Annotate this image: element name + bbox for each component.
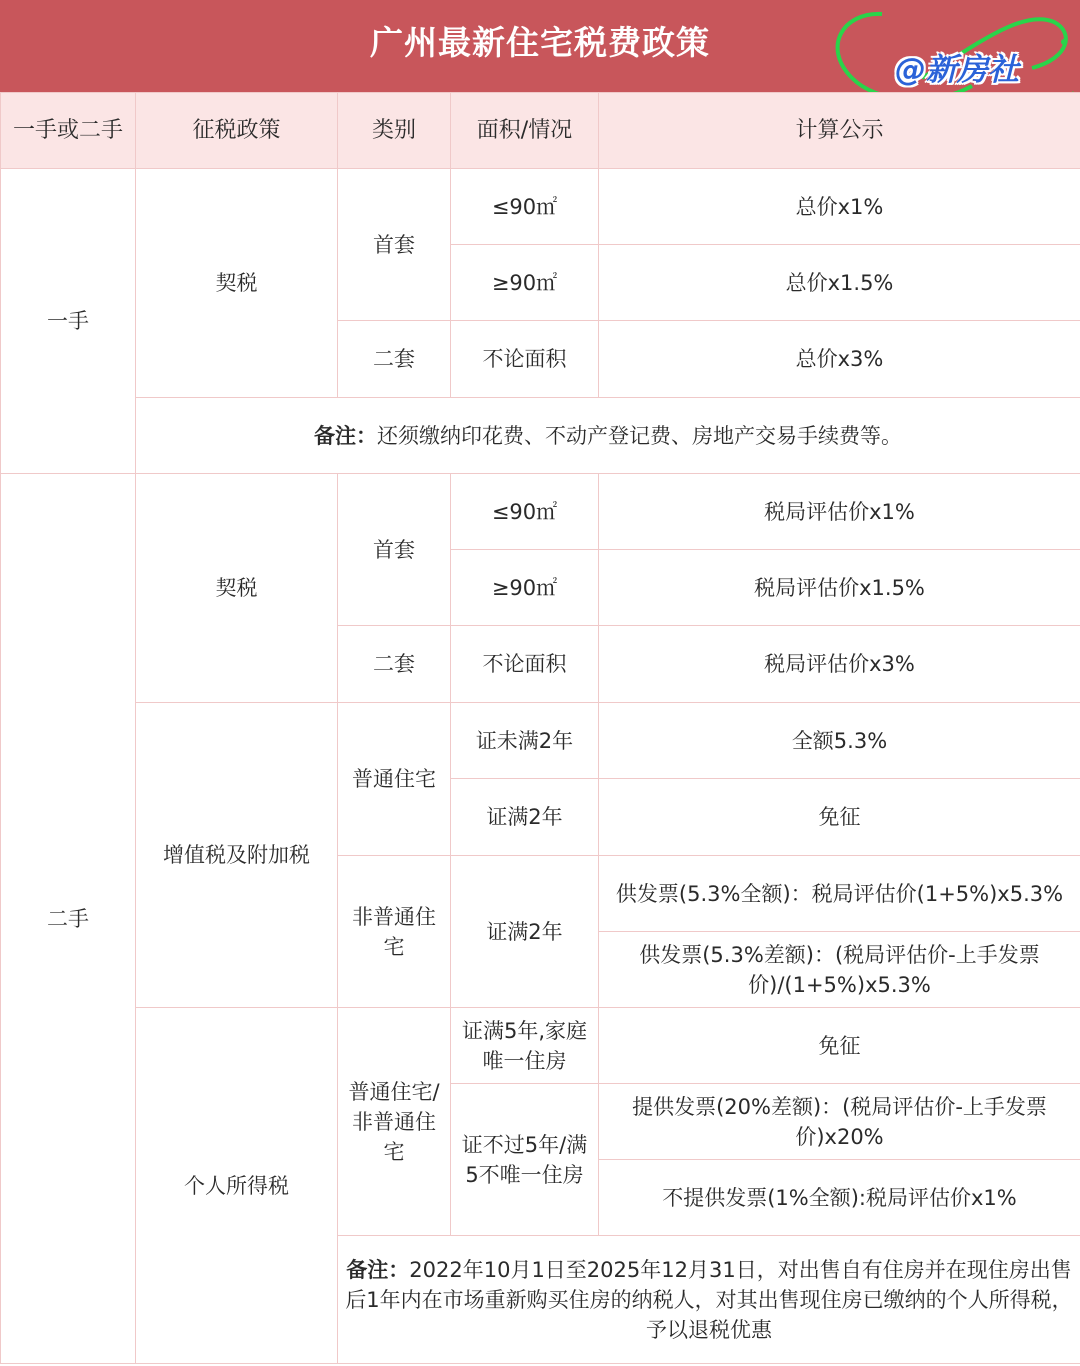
vat-non-ordinary: 非普通住宅	[338, 856, 451, 1008]
note-text: 还须缴纳印花费、不动产登记费、房地产交易手续费等。	[377, 423, 902, 448]
second-hand-label: 二手	[1, 474, 136, 1364]
first-formula-second: 总价x3%	[599, 321, 1080, 398]
second-any-area: 不论面积	[451, 626, 599, 703]
second-first-home: 首套	[338, 474, 451, 626]
first-any-area: 不论面积	[451, 321, 599, 398]
income-under5: 证不过5年/满5不唯一住房	[451, 1084, 599, 1236]
first-formula-ge90: 总价x1.5%	[599, 245, 1080, 321]
first-hand-note	[136, 398, 1080, 474]
vat-ordinary: 普通住宅	[338, 703, 451, 856]
second-hand-note	[338, 1236, 1080, 1364]
table-row	[1, 398, 1080, 474]
first-formula-le90: 总价x1%	[599, 169, 1080, 245]
income-over5-only: 证满5年,家庭唯一住房	[451, 1008, 599, 1084]
vat-formula-under2: 全额5.3%	[599, 703, 1080, 779]
table-row	[1, 169, 1080, 245]
table-row	[1, 474, 1080, 550]
first-hand-label: 一手	[1, 169, 136, 474]
second-deed-tax-label: 契税	[136, 474, 338, 703]
vat-over2: 证满2年	[451, 779, 599, 856]
second-formula-second: 税局评估价x3%	[599, 626, 1080, 703]
income-category: 普通住宅/非普通住宅	[338, 1008, 451, 1236]
note-label: 备注：	[314, 423, 377, 448]
vat-under2: 证未满2年	[451, 703, 599, 779]
tax-policy-table	[0, 92, 1080, 1364]
second-formula-le90: 税局评估价x1%	[599, 474, 1080, 550]
header-hand: 一手或二手	[1, 93, 136, 169]
table-header-row	[1, 93, 1080, 169]
first-area-ge90: ≥90㎡	[451, 245, 599, 321]
vat-formula-full: 供发票(5.3%全额)：税局评估价(1+5%)x5.3%	[599, 856, 1080, 932]
second-second-home: 二套	[338, 626, 451, 703]
first-second-home: 二套	[338, 321, 451, 398]
watermark-text: @新房社	[895, 52, 1019, 88]
income-formula-no-invoice: 不提供发票(1%全额):税局评估价x1%	[599, 1160, 1080, 1236]
table-row	[1, 1008, 1080, 1084]
header-formula: 计算公示	[599, 93, 1080, 169]
table-row	[1, 703, 1080, 779]
vat-formula-diff: 供发票(5.3%差额)：(税局评估价-上手发票价)/(1+5%)x5.3%	[599, 932, 1080, 1008]
vat-non-ordinary-over2: 证满2年	[451, 856, 599, 1008]
first-area-le90: ≤90㎡	[451, 169, 599, 245]
header-category: 类别	[338, 93, 451, 169]
note-text: 2022年10月1日至2025年12月31日，对出售自有住房并在现住房出售后1年内在市场重新购买住房的纳税人，对其出售现住房已缴纳的个人所得税，予以退税优惠	[345, 1257, 1073, 1342]
second-area-ge90: ≥90㎡	[451, 550, 599, 626]
vat-formula-over2: 免征	[599, 779, 1080, 856]
vat-label: 增值税及附加税	[136, 703, 338, 1008]
header-area: 面积/情况	[451, 93, 599, 169]
note-label: 备注：	[346, 1257, 410, 1282]
income-formula-invoice: 提供发票(20%差额)：(税局评估价-上手发票价)x20%	[599, 1084, 1080, 1160]
page-title: 广州最新住宅税费政策	[370, 22, 710, 62]
income-tax-label: 个人所得税	[136, 1008, 338, 1364]
second-formula-ge90: 税局评估价x1.5%	[599, 550, 1080, 626]
income-formula-exempt: 免征	[599, 1008, 1080, 1084]
second-area-le90: ≤90㎡	[451, 474, 599, 550]
first-deed-tax-label: 契税	[136, 169, 338, 398]
first-first-home: 首套	[338, 169, 451, 321]
header-policy: 征税政策	[136, 93, 338, 169]
